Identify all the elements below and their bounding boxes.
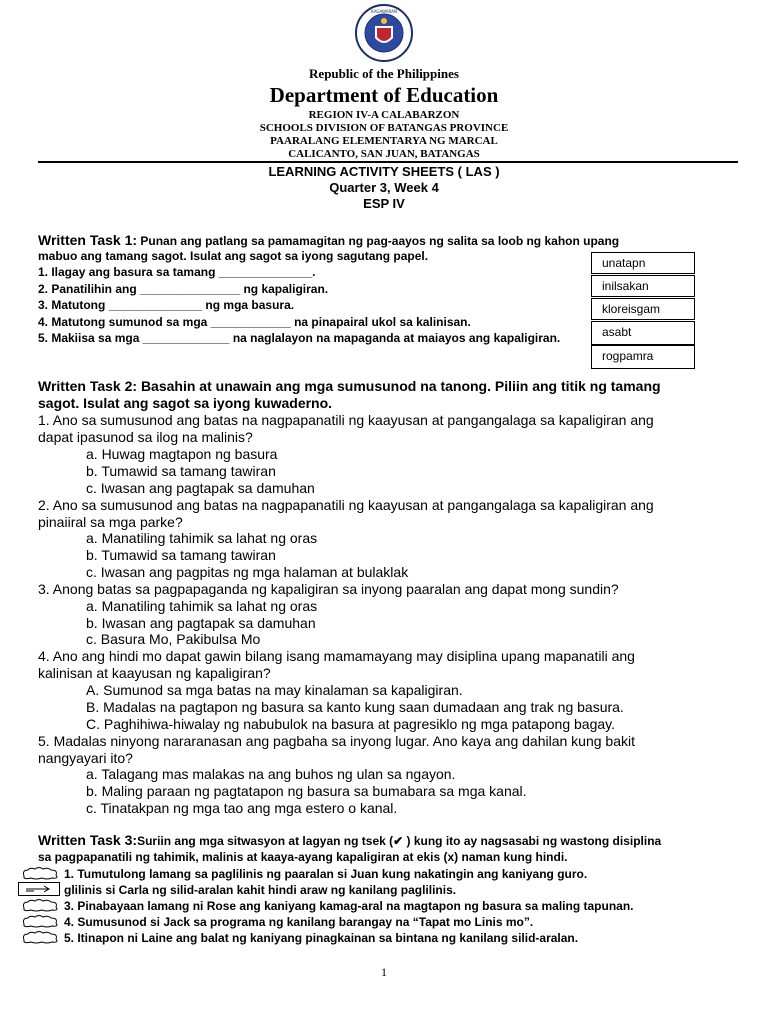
task1-item: 1. Ilagay ang basura sa tamang ______________. bbox=[38, 265, 316, 279]
answer-option: c. Iwasan ang pagpitas ng mga halaman at bulaklak bbox=[86, 564, 409, 580]
header-divider bbox=[38, 161, 738, 163]
republic-line: Republic of the Philippines bbox=[309, 66, 459, 81]
answer-option: a. Huwag magtapon ng basura bbox=[86, 446, 278, 462]
answer-option: b. Iwasan ang pagtapak sa damuhan bbox=[86, 615, 316, 631]
deped-seal bbox=[355, 4, 413, 62]
answer-option: b. Maling paraan ng pagtatapon ng basura sa bumabara sa mga kanal. bbox=[86, 783, 527, 799]
task3-item: 5. Itinapon ni Laine ang balat ng kaniyang pinagkainan sa bintana ng kanilang silid-aralan. bbox=[64, 931, 579, 945]
cloud-answer-shape bbox=[20, 898, 62, 912]
task2-heading: Written Task 2: Basahin at unawain ang mga sumusunod na tanong. Piliin ang titik ng tamang bbox=[38, 378, 661, 394]
svg-text:KAGAWARAN: KAGAWARAN bbox=[371, 9, 397, 14]
task3-instruction bbox=[38, 832, 768, 848]
question-text: kalinisan at kaayusan ng kapaligiran? bbox=[38, 665, 271, 681]
cloud-answer-shape bbox=[20, 866, 62, 880]
division-line: SCHOOLS DIVISION OF BATANGAS PROVINCE bbox=[259, 122, 509, 134]
task1-instruction bbox=[38, 232, 698, 248]
word-box-cell: asabt bbox=[591, 321, 695, 345]
task3-item: 4. Sumusunod si Jack sa programa ng kanilang barangay na “Tapat mo Linis mo”. bbox=[64, 915, 534, 929]
answer-option: c. Tinatakpan ng mga tao ang mga estero o kanal. bbox=[86, 800, 398, 816]
cloud-answer-shape bbox=[20, 930, 62, 944]
question-text: dapat ipasunod sa ilog na malinis? bbox=[38, 429, 253, 445]
arrow-shape-icon bbox=[18, 882, 60, 896]
task3-instruction-b: sa pagpapanatili ng tahimik, malinis at kaaya-ayang kapaligiran at ekis (x) naman kung hindi. bbox=[38, 850, 568, 864]
question-text: 1. Ano sa sumusunod ang batas na nagpapanatili ng kaayusan at pangangalaga sa kapaligiran ang bbox=[38, 412, 654, 428]
page-number: 1 bbox=[381, 965, 387, 979]
task3-item: 3. Pinabayaan lamang ni Rose ang kaniyang kamag-aral na magtapon ng basura sa maling tapunan. bbox=[64, 899, 634, 913]
answer-option: c. Iwasan ang pagtapak sa damuhan bbox=[86, 480, 315, 496]
word-box-cell: kloreisgam bbox=[591, 298, 695, 320]
quarter-line: Quarter 3, Week 4 bbox=[329, 180, 439, 195]
address-line: CALICANTO, SAN JUAN, BATANGAS bbox=[288, 148, 480, 160]
subject-line: ESP IV bbox=[363, 196, 405, 211]
word-box-cell: rogpamra bbox=[591, 345, 695, 369]
answer-option: a. Talagang mas malakas na ang buhos ng ulan sa ngayon. bbox=[86, 766, 456, 782]
task3-item: glilinis si Carla ng silid-aralan kahit hindi araw ng kanilang paglilinis. bbox=[64, 883, 457, 897]
task3-label: Written Task 3: bbox=[38, 832, 138, 848]
answer-option: b. Tumawid sa tamang tawiran bbox=[86, 547, 276, 563]
task3-item: 1. Tumutulong lamang sa paglilinis ng paaralan si Juan kung nakatingin ang kaniyang guro. bbox=[64, 867, 588, 881]
task1-instruction-b: mabuo ang tamang sagot. Isulat ang sagot sa iyong sagutang papel. bbox=[38, 249, 429, 263]
question-text: nangyayari ito? bbox=[38, 750, 133, 766]
task1-item: 3. Matutong ______________ ng mga basura. bbox=[38, 298, 295, 312]
task3-instruction-a: Suriin ang mga sitwasyon at lagyan ng tsek (✔ ) kung ito ay nagsasabi ng wastong disiplina bbox=[137, 834, 662, 848]
word-box-cell: inilsakan bbox=[591, 275, 695, 297]
task1-label: Written Task 1: bbox=[38, 232, 138, 248]
question-text: 3. Anong batas sa pagpapaganda ng kapaligiran sa inyong paaralan ang dapat mong sundin? bbox=[38, 581, 619, 597]
department-title: Department of Education bbox=[269, 83, 499, 107]
question-text: 2. Ano sa sumusunod ang batas na nagpapanatili ng kaayusan at pangangalaga sa kapaligiran ang bbox=[38, 497, 654, 513]
answer-option: b. Tumawid sa tamang tawiran bbox=[86, 463, 276, 479]
task2-heading-b: sagot. Isulat ang sagot sa iyong kuwaderno. bbox=[38, 395, 333, 411]
answer-option: A. Sumunod sa mga batas na may kinalaman sa kapaligiran. bbox=[86, 682, 463, 698]
answer-option: a. Manatiling tahimik sa lahat ng oras bbox=[86, 598, 318, 614]
answer-option: C. Paghihiwa-hiwalay ng nabubulok na basura at pagresiklo ng mga patapong bagay. bbox=[86, 716, 615, 732]
task1-item: 4. Matutong sumunod sa mga ____________ na pinapairal ukol sa kalinisan. bbox=[38, 315, 471, 329]
answer-option: B. Madalas na pagtapon ng basura sa kanto kung saan dumadaan ang trak ng basura. bbox=[86, 699, 624, 715]
school-line: PAARALANG ELEMENTARYA NG MARCAL bbox=[270, 135, 498, 147]
answer-option: c. Basura Mo, Pakibulsa Mo bbox=[86, 631, 261, 647]
task1-item: 5. Makiisa sa mga _____________ na naglalayon na mapaganda at maiayos ang kapaligiran. bbox=[38, 331, 561, 345]
task1-item: 2. Panatilihin ang _______________ ng kapaligiran. bbox=[38, 282, 329, 296]
task1-instruction-a: Punan ang patlang sa pamamagitan ng pag-aayos ng salita sa loob ng kahon upang bbox=[137, 234, 620, 248]
region-line: REGION IV-A CALABARZON bbox=[308, 109, 460, 121]
question-text: pinaiiral sa mga parke? bbox=[38, 514, 183, 530]
answer-option: a. Manatiling tahimik sa lahat ng oras bbox=[86, 530, 318, 546]
question-text: 4. Ano ang hindi mo dapat gawin bilang isang mamamayang may disiplina upang mapanatili ang bbox=[38, 648, 635, 664]
cloud-answer-shape bbox=[20, 914, 62, 928]
las-title: LEARNING ACTIVITY SHEETS ( LAS ) bbox=[268, 164, 500, 179]
question-text: 5. Madalas ninyong nararanasan ang pagbaha sa inyong lugar. Ano kaya ang dahilan kung bakit bbox=[38, 733, 636, 749]
word-box-cell: unatapn bbox=[591, 252, 695, 274]
